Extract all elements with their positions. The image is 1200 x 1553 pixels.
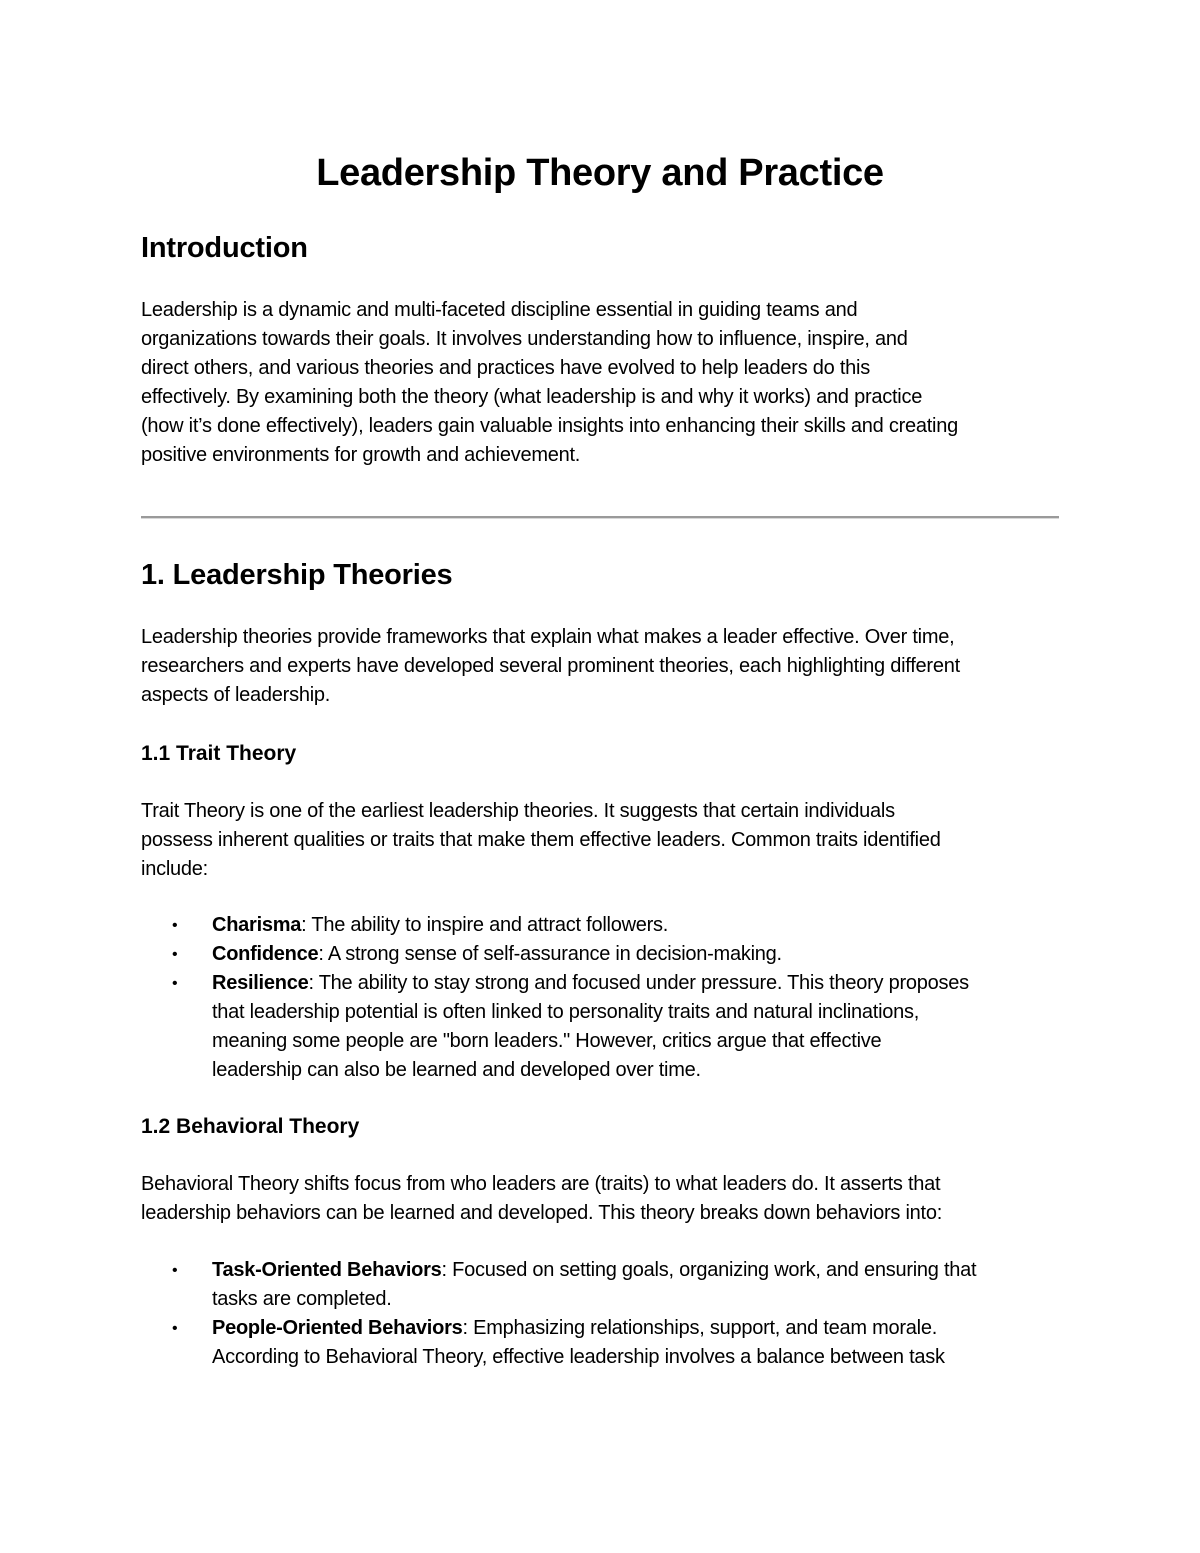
bullet-icon: •: [172, 917, 178, 934]
behavioral-theory-paragraph: [141, 1170, 1059, 1228]
trait-term: Resilience: [212, 972, 309, 994]
behavior-term: Task-Oriented Behaviors: [212, 1259, 442, 1281]
trait-theory-heading: 1.1 Trait Theory: [141, 742, 297, 765]
text-line: organizations towards their goals. It involves understanding how to influence, inspire, and: [141, 328, 908, 350]
document-title: Leadership Theory and Practice: [316, 152, 884, 194]
text-line: Trait Theory is one of the earliest leadership theories. It suggests that certain individuals: [141, 800, 895, 822]
introduction-heading: Introduction: [141, 232, 308, 264]
text-line: that leadership potential is often linked to personality traits and natural inclinations,: [212, 1001, 920, 1023]
text-line: leadership behaviors can be learned and developed. This theory breaks down behaviors into:: [141, 1202, 942, 1224]
trait-term: Confidence: [212, 943, 319, 965]
list-item-charisma: [141, 911, 1059, 940]
text-line: researchers and experts have developed several prominent theories, each highlighting different: [141, 655, 960, 677]
text-line: include:: [141, 858, 208, 880]
behavior-list: [141, 1256, 1059, 1372]
list-item-people-oriented: [141, 1314, 1059, 1372]
behavior-description: : Focused on setting goals, organizing work, and ensuring that: [441, 1259, 977, 1281]
bullet-icon: •: [172, 1320, 178, 1337]
trait-term: Charisma: [212, 914, 302, 936]
text-line: direct others, and various theories and practices have evolved to help leaders do this: [141, 357, 870, 379]
bullet-icon: •: [172, 975, 178, 992]
trait-theory-paragraph: [141, 797, 1059, 884]
text-line: positive environments for growth and achievement.: [141, 444, 581, 466]
list-item-task-oriented: [141, 1256, 1059, 1314]
text-line: Leadership theories provide frameworks that explain what makes a leader effective. Over time,: [141, 626, 955, 648]
trait-list: [141, 911, 1059, 1085]
text-line: leadership can also be learned and developed over time.: [212, 1059, 701, 1081]
trait-description: : The ability to inspire and attract followers.: [301, 914, 669, 936]
trait-description: : A strong sense of self-assurance in decision-making.: [318, 943, 782, 965]
text-line: effectively. By examining both the theory (what leadership is and why it works) and practice: [141, 386, 923, 408]
text-line: aspects of leadership.: [141, 684, 331, 706]
text-line: Leadership is a dynamic and multi-faceted discipline essential in guiding teams and: [141, 299, 858, 321]
leadership-theories-heading: 1. Leadership Theories: [141, 559, 453, 591]
introduction-paragraph: [141, 296, 1059, 470]
behavior-term: People-Oriented Behaviors: [212, 1317, 463, 1339]
behavioral-theory-heading: 1.2 Behavioral Theory: [141, 1115, 360, 1138]
trait-description: : The ability to stay strong and focused under pressure. This theory proposes: [308, 972, 969, 994]
bullet-icon: •: [172, 1262, 178, 1279]
text-line: (how it’s done effectively), leaders gain valuable insights into enhancing their skills and creating: [141, 415, 958, 437]
behavior-description: : Emphasizing relationships, support, and team morale.: [462, 1317, 938, 1339]
bullet-icon: •: [172, 946, 178, 963]
list-item-resilience: [141, 969, 1059, 1085]
text-line: possess inherent qualities or traits that make them effective leaders. Common traits identified: [141, 829, 941, 851]
text-line: tasks are completed.: [212, 1288, 392, 1310]
text-line: According to Behavioral Theory, effective leadership involves a balance between task: [212, 1346, 945, 1368]
horizontal-divider: [141, 516, 1059, 519]
text-line: Behavioral Theory shifts focus from who leaders are (traits) to what leaders do. It asserts that: [141, 1173, 941, 1195]
leadership-theories-paragraph: [141, 623, 1059, 710]
text-line: meaning some people are "born leaders." However, critics argue that effective: [212, 1030, 882, 1052]
list-item-confidence: [141, 940, 1059, 969]
